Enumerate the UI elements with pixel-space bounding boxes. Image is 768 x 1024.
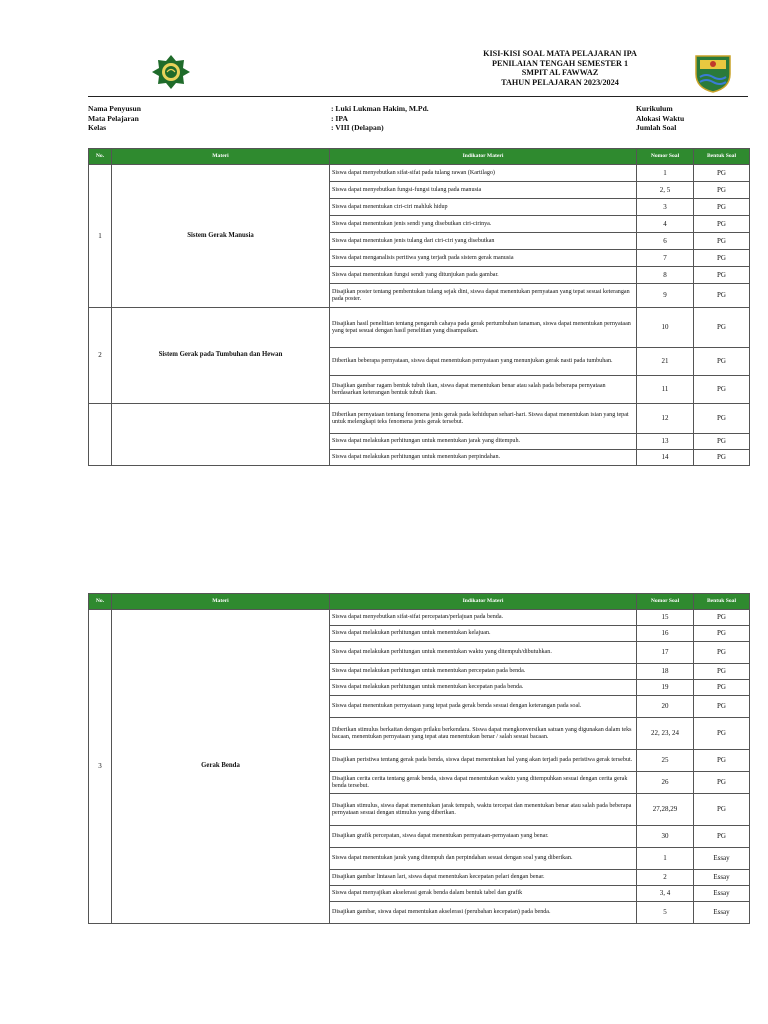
nomor-soal-cell: 7: [637, 250, 694, 267]
header-materi: Materi: [112, 594, 330, 610]
bentuk-soal-cell: PG: [694, 199, 750, 216]
indikator-cell: Diberikan pernyataan tentang fenomena jenis gerak pada kehidupan sehari-hari. Siswa dapat menentukan isian yang tepat untuk melengkapi teks fenomena jenis gerak tersebut.: [330, 404, 637, 434]
header-divider: [88, 96, 748, 97]
row-number: 1: [89, 165, 112, 308]
info-label: Mata Pelajaran: [88, 113, 139, 123]
indikator-cell: Disajikan grafik percepatan, siswa dapat menentukan pernyataan-pernyataan yang benar.: [330, 826, 637, 848]
bentuk-soal-cell: PG: [694, 664, 750, 680]
header-no: No.: [89, 149, 112, 165]
header-indikator: Indikator Materi: [330, 149, 637, 165]
header-bentuk: Bentuk Soal: [694, 594, 750, 610]
info-value: : Luki Lukman Hakim, M.Pd.: [331, 104, 429, 113]
header-nomor: Nomor Soal: [637, 149, 694, 165]
bentuk-soal-cell: PG: [694, 434, 750, 450]
nomor-soal-cell: 17: [637, 642, 694, 664]
nomor-soal-cell: 21: [637, 348, 694, 376]
info-label: Alokasi Waktu: [636, 113, 685, 123]
info-label: Nama Penyusun: [88, 104, 141, 113]
nomor-soal-cell: 20: [637, 696, 694, 718]
bentuk-soal-cell: PG: [694, 680, 750, 696]
title-line: TAHUN PELAJARAN 2023/2024: [501, 77, 619, 87]
nomor-soal-cell: 2, 5: [637, 182, 694, 199]
row-number: 3: [89, 610, 112, 924]
bentuk-soal-cell: PG: [694, 718, 750, 750]
nomor-soal-cell: 1: [637, 165, 694, 182]
title-line: PENILAIAN TENGAH SEMESTER 1: [491, 58, 629, 68]
bentuk-soal-cell: PG: [694, 267, 750, 284]
indikator-cell: Diberikan beberapa pernyataan, siswa dapat menentukan pernyataan yang menunjukan gerak nasti pada tumbuhan.: [330, 348, 637, 376]
nomor-soal-cell: 14: [637, 450, 694, 466]
info-label: Kelas: [88, 123, 107, 133]
nomor-soal-cell: 13: [637, 434, 694, 450]
indikator-cell: Siswa dapat melakukan perhitungan untuk menentukan waktu yang ditempuh/dibutuhkan.: [330, 642, 637, 664]
indikator-cell: Siswa dapat menentukan ciri-ciri mahluk hidup: [330, 199, 637, 216]
header-materi: Materi: [112, 149, 330, 165]
table-row: [89, 404, 750, 434]
indikator-cell: Disajikan cerita cerita tentang gerak benda, siswa dapat menentukan waktu yang ditempuhkan sesuai dengan cerita gerak benda tersebut.: [330, 772, 637, 794]
header-indikator: Indikator Materi: [330, 594, 637, 610]
indikator-cell: Siswa dapat menganalisis peritiwa yang terjadi pada sistem gerak manusia: [330, 250, 637, 267]
header-no: No.: [89, 594, 112, 610]
bentuk-soal-cell: PG: [694, 250, 750, 267]
indikator-cell: Siswa dapat menentukan fungsi sendi yang ditunjukan pada gambar.: [330, 267, 637, 284]
nomor-soal-cell: 27,28,29: [637, 794, 694, 826]
materi-cell: Gerak Benda: [112, 610, 330, 924]
bentuk-soal-cell: Essay: [694, 848, 750, 870]
indikator-cell: Siswa dapat menyajikan akselerasi gerak benda dalam bentuk tabel dan grafik: [330, 886, 637, 902]
indikator-cell: Disajikan peristiwa tentang gerak pada benda, siswa dapat menentukan hal yang akan terjadi pada peristiwa gerak tersebut.: [330, 750, 637, 772]
indikator-cell: Disajikan gambar lintasan lari, siswa dapat menentukan kecepatan pelari dengan benar.: [330, 870, 637, 886]
nomor-soal-cell: 6: [637, 233, 694, 250]
school-emblem-icon: [150, 54, 192, 90]
info-value: : VIII (Delapan): [331, 123, 384, 133]
nomor-soal-cell: 10: [637, 308, 694, 348]
title-line: KISI-KISI SOAL MATA PELAJARAN IPA: [483, 49, 637, 58]
indikator-cell: Siswa dapat menyebutkan sifat-sifat pada tulang rawan (Kartilago): [330, 165, 637, 182]
table-row: [89, 610, 750, 626]
indikator-cell: Siswa dapat menentukan jenis sendi yang disebutkan ciri-cirinya.: [330, 216, 637, 233]
bentuk-soal-cell: PG: [694, 404, 750, 434]
bentuk-soal-cell: PG: [694, 182, 750, 199]
indikator-cell: Disajikan gambar, siswa dapat menentukan akselerasi (perubahan kecepatan) pada benda.: [330, 902, 637, 924]
bentuk-soal-cell: PG: [694, 794, 750, 826]
header-bentuk: Bentuk Soal: [694, 149, 750, 165]
indikator-cell: Siswa dapat melakukan perhitungan untuk menentukan jarak yang ditempuh.: [330, 434, 637, 450]
info-label: Kurikulum: [636, 104, 673, 113]
table-header-row: [89, 149, 750, 165]
bentuk-soal-cell: PG: [694, 284, 750, 308]
table-row: [89, 165, 750, 182]
indikator-cell: Siswa dapat melakukan perhitungan untuk menentukan kelajuan.: [330, 626, 637, 642]
indikator-cell: Disajikan poster tentang pembentukan tulang sejak dini, siswa dapat menentukan pernyataan yang tepat sesuai keterangan pada poster.: [330, 284, 637, 308]
bentuk-soal-cell: PG: [694, 348, 750, 376]
nomor-soal-cell: 11: [637, 376, 694, 404]
indikator-cell: Siswa dapat menyebutkan fungsi-fungsi tulang pada manusia: [330, 182, 637, 199]
row-number: [89, 404, 112, 466]
title-line: SMPIT AL FAWWAZ: [521, 68, 599, 78]
indikator-cell: Siswa dapat melakukan perhitungan untuk menentukan kecepatan pada benda.: [330, 680, 637, 696]
info-right-labels: [636, 104, 684, 133]
bentuk-soal-cell: PG: [694, 216, 750, 233]
bentuk-soal-cell: PG: [694, 826, 750, 848]
kisi-table-2: [88, 593, 750, 924]
table-row: [89, 308, 750, 348]
indikator-cell: Siswa dapat menentukan jarak yang ditempuh dan perpindahan sesuai dengan soal yang diberikan.: [330, 848, 637, 870]
document-title: [430, 49, 690, 87]
nomor-soal-cell: 18: [637, 664, 694, 680]
indikator-cell: Siswa dapat menentukan jenis tulang dari ciri-ciri yang disebutkan: [330, 233, 637, 250]
nomor-soal-cell: 9: [637, 284, 694, 308]
indikator-cell: Siswa dapat melakukan perhitungan untuk menentukan perpindahan.: [330, 450, 637, 466]
indikator-cell: Disajikan hasil penelitian tentang pengaruh cahaya pada gerak pertumbuhan tanaman, siswa dapat menentukan pernyataan yang tepat sesuai dengan hasil penelitian yang disampaikan.: [330, 308, 637, 348]
bentuk-soal-cell: PG: [694, 772, 750, 794]
indikator-cell: Diberikan stimulus berkaitan dengan prilaku berkendara. Siswa dapat mengkonversikan satuan yang digunakan dalam teks bacaan, menentukan pernyataan yang tepat atau menentukan benar / salah sesuai bacaan.: [330, 718, 637, 750]
bentuk-soal-cell: PG: [694, 450, 750, 466]
bentuk-soal-cell: PG: [694, 165, 750, 182]
bentuk-soal-cell: PG: [694, 696, 750, 718]
bentuk-soal-cell: PG: [694, 308, 750, 348]
bentuk-soal-cell: PG: [694, 750, 750, 772]
nomor-soal-cell: 25: [637, 750, 694, 772]
nomor-soal-cell: 26: [637, 772, 694, 794]
info-labels: [88, 104, 141, 133]
indikator-cell: Disajikan stimulus, siswa dapat menentukan jarak tempuh, waktu tercepat dan menentukan benar atau salah pada beberapa pernyataan sesuai dengan stimulus yang diberikan.: [330, 794, 637, 826]
nomor-soal-cell: 4: [637, 216, 694, 233]
bentuk-soal-cell: PG: [694, 642, 750, 664]
bentuk-soal-cell: Essay: [694, 902, 750, 924]
nomor-soal-cell: 3: [637, 199, 694, 216]
materi-cell: Sistem Gerak pada Tumbuhan dan Hewan: [112, 308, 330, 404]
materi-cell: Sistem Gerak Manusia: [112, 165, 330, 308]
nomor-soal-cell: 19: [637, 680, 694, 696]
nomor-soal-cell: 5: [637, 902, 694, 924]
row-number: 2: [89, 308, 112, 404]
bentuk-soal-cell: PG: [694, 233, 750, 250]
bentuk-soal-cell: Essay: [694, 886, 750, 902]
indikator-cell: Siswa dapat menyebutkan sifat-sifat percepatan/perlajuan pada benda.: [330, 610, 637, 626]
indikator-cell: Siswa dapat melakukan perhitungan untuk menentukan percepatan pada benda.: [330, 664, 637, 680]
indikator-cell: Siswa dapat menentukan pernyataan yang tepat pada gerak benda sesuai dengan keterangan pada soal.: [330, 696, 637, 718]
info-value: : IPA: [331, 113, 348, 123]
bentuk-soal-cell: PG: [694, 626, 750, 642]
nomor-soal-cell: 3, 4: [637, 886, 694, 902]
info-label: Jumlah Soal: [636, 123, 677, 133]
materi-cell: [112, 404, 330, 466]
table-header-row: [89, 594, 750, 610]
info-values: [331, 104, 429, 133]
kisi-table-1: [88, 148, 750, 466]
nomor-soal-cell: 8: [637, 267, 694, 284]
nomor-soal-cell: 12: [637, 404, 694, 434]
nomor-soal-cell: 16: [637, 626, 694, 642]
nomor-soal-cell: 2: [637, 870, 694, 886]
bentuk-soal-cell: Essay: [694, 870, 750, 886]
bentuk-soal-cell: PG: [694, 610, 750, 626]
header-nomor: Nomor Soal: [637, 594, 694, 610]
nomor-soal-cell: 22, 23, 24: [637, 718, 694, 750]
nomor-soal-cell: 15: [637, 610, 694, 626]
nomor-soal-cell: 1: [637, 848, 694, 870]
regional-crest-icon: [692, 52, 734, 94]
nomor-soal-cell: 30: [637, 826, 694, 848]
indikator-cell: Disajikan gambar ragam bentuk tubuh ikan, siswa dapat menentukan benar atau salah pada beberapa pernyataan berdasarkan keterangan bentuk tubuh ikan.: [330, 376, 637, 404]
bentuk-soal-cell: PG: [694, 376, 750, 404]
